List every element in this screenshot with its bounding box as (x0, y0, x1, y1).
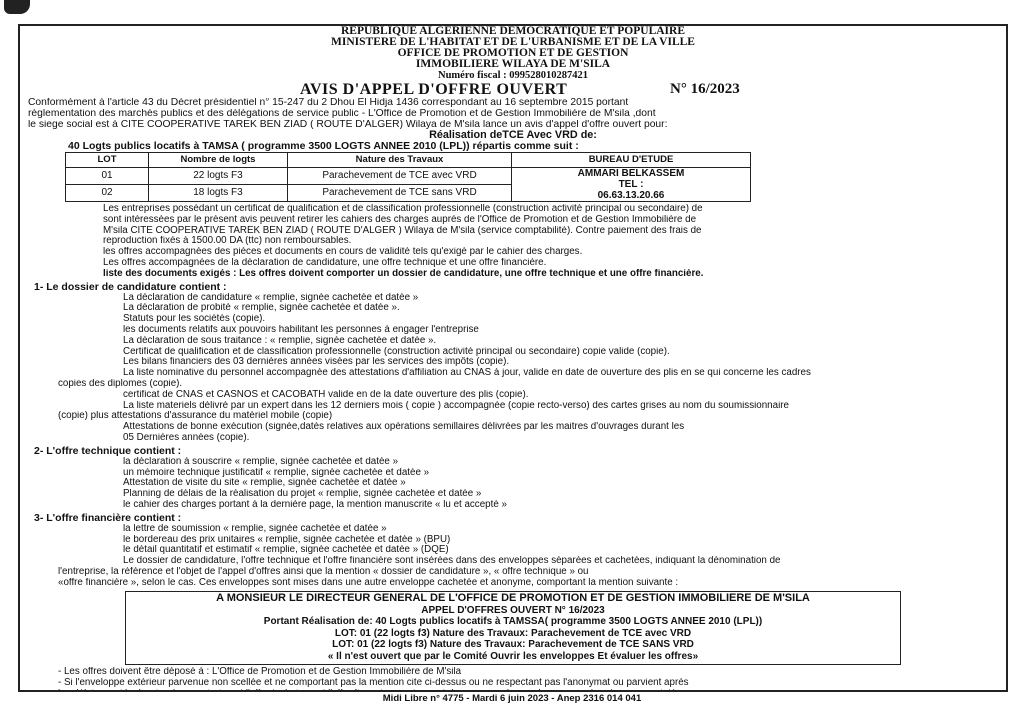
address-lot-2: LOT: 01 (22 logts f3) Nature des Travaux: Parachevement de TCE SANS VRD (332, 639, 694, 651)
list-item: 05 Dernières années (copie). (123, 432, 250, 443)
list-item: La liste materiels délivré par un expert dans les 12 derniers mois ( copie ) accompagnée (copie recto-verso) des cartes grises au nom du soumissionnaire (123, 400, 789, 411)
bureau-tel-label: TEL : (618, 178, 644, 190)
section-title-candidature: 1- Le dossier de candidature contient : (34, 280, 227, 293)
lots-table (65, 152, 751, 202)
candidature-items (20, 293, 1006, 444)
list-item: «offre financière », selon le cas. Ces enveloppes sont mises dans une autre enveloppe cachetée et anonyme, comportant la mention suivante : (58, 577, 679, 588)
list-item: copies des diplomes (copie). (58, 378, 183, 389)
col-bureau: BUREAU D'ETUDE (512, 152, 751, 167)
condition-line: M'sila CITÉ COOPÉRATIVE TAREK BEN ZIAD ( ROUTE D'ALGER ) Wilaya de M'sila (service comptabilité). Contre paiement des frais de (103, 225, 702, 236)
list-item: Attestations de bonne exécution (signée,datés relatives aux opérations semillaires délivrées par les maitres d'ouvrages durant les (123, 422, 685, 433)
technique-items (20, 457, 1006, 511)
list-item: Certificat de qualification et de classification professionnelle (construction activité principal ou secondaire) copie valide (copie). (123, 346, 670, 357)
list-item: certificat de CNAS et CASNOS et CACOBATH valide en de la date ouverture des plis (copie). (123, 389, 529, 400)
list-item: Le dossier de candidature, l'offre technique et l'offre financière sont insérées dans des enveloppes séparées et cachetées, indiquant la dénomination de (123, 556, 781, 567)
header-fiscal-number: Numéro fiscal : 099528010287421 (438, 70, 588, 81)
list-item: les documents relatifs aux pouvoirs habilitant les personnes à engager l'entreprise (123, 324, 479, 335)
col-lot: LOT (66, 152, 149, 167)
financiere-items (20, 524, 1006, 589)
list-item: le bordereau des prix unitaires « remplie, signée cachetée et datée » (BPU) (123, 534, 451, 545)
lot-number: 02 (66, 184, 149, 201)
list-item: Statuts pour les sociétés (copie). (123, 314, 266, 325)
page-corner-mark (4, 0, 30, 14)
header-office: OFFICE DE PROMOTION ET DE GESTION (397, 47, 629, 59)
intro-line: réglementation des marchés publics et des délégations de service public - L'Office de Promotion et de Gestion Immobilière de M'sila ,dont (28, 108, 656, 119)
address-lot-1: LOT: 01 (22 logts f3) Nature des Travaux: Parachevement de TCE avec VRD (334, 627, 692, 639)
lot-number: 01 (66, 167, 149, 184)
envelope-address-box (125, 591, 901, 665)
closing-line: - Les offres doivent être déposé à : L'Office de Promotion et de Gestion Immobilière de M'sila (58, 667, 462, 678)
list-item: la déclaration à souscrire « remplie, signée cachetée et datée » (123, 456, 399, 467)
condition-line: Les entreprises possédant un certificat de qualification et de classification professionnelle (construction activité principal ou secondaire) de (103, 203, 703, 214)
lots-table-header (66, 152, 751, 167)
lot-nature: Parachevement de TCE sans VRD (288, 184, 512, 201)
bureau-tel: 06.63.13.20.66 (597, 189, 665, 201)
condition-line: les offres accompagnées des pièces et documents en cours de validité tels qu'exigé par le cahier des charges. (103, 247, 583, 258)
intro-line: Conformément à l'article 43 du Décret présidentiel n° 15-247 du 2 Dhou El Hidja 1436 correspondant au 16 septembre 2015 portant (28, 98, 629, 108)
realisation-title: Réalisation deTCE Avec VRD de: (429, 130, 597, 142)
condition-line: reproduction fixés à 1500.00 DA (ttc) non remboursables. (103, 236, 352, 247)
header-ministry: MINISTERE DE L'HABITAT ET DE L'URBANISME ET DE LA VILLE (331, 36, 695, 48)
list-item: Les bilans financiers des 03 dernières années visées par les services des impôts (copie). (123, 357, 510, 368)
col-logts: Nombre de logts (149, 152, 288, 167)
list-item: Attestation de visite du site « remplie, signée cachetée et datée » (123, 478, 406, 489)
col-nature: Nature des Travaux (288, 152, 512, 167)
lot-nature: Parachevement de TCE avec VRD (288, 167, 512, 184)
list-item: un mémoire technique justificatif « remplie, signée cachetée et datée » (123, 467, 430, 478)
publication-footer: Midi Libre n° 4775 - Mardi 6 juin 2023 - Anep 2316 014 041 (382, 693, 642, 704)
list-item: le cahier des charges portant à la dernière page, la mention manuscrite « lu et accepté » (123, 499, 507, 510)
header-republic: RÉPUBLIQUE ALGERIENNE DÉMOCRATIQUE ET POPULAIRE (341, 25, 685, 37)
notice-frame (18, 24, 1008, 692)
realisation-block (20, 130, 1006, 152)
section-title-offre-technique: 2- L'offre technique contient : (34, 444, 182, 457)
list-item: La déclaration de probité « remplie, signée cachetée et datée ». (123, 303, 400, 314)
list-item: la lettre de soumission « remplie, signée cachetée et datée » (123, 523, 387, 534)
section-title-offre-financiere: 3- L'offre financière contient : (34, 511, 182, 524)
list-item: La liste nominative du personnel accompagnée des attestations d'affiliation au CNAS à jour, valide en date de ouverture des plis en se qui concerne les cadres (123, 368, 811, 379)
condition-line: Les offres accompagnées de la déclaration de candidature, une offre technique et une offre financière. (103, 257, 547, 268)
list-item: La déclaration de candidature « remplie, signée cachetée et datée » (123, 292, 419, 303)
closing-block (20, 667, 1006, 692)
intro-block (20, 98, 1006, 130)
bureau-name: AMMARI BELKASSEM (577, 167, 685, 179)
notice-content (20, 26, 1006, 692)
address-recipient: A MONSIEUR LE DIRECTEUR GENERAL DE L'OFFICE DE PROMOTION ET DE GESTION IMMOBILIERE DE M'SILA (216, 592, 810, 605)
list-item: La déclaration de sous traitance : « remplie, signée cachetée et datée ». (123, 335, 437, 346)
list-item: le détail quantitatif et estimatif « remplie, signée cachetée et datée » (DQE) (123, 545, 449, 556)
title-row (20, 81, 1006, 98)
address-mention: « Il n'est ouvert que par le Comité Ouvrir les enveloppes Et évaluer les offres» (327, 650, 699, 662)
address-appel: APPEL D'OFFRES OUVERT N° 16/2023 (421, 604, 605, 616)
header-block (20, 26, 1006, 81)
lot-logts: 18 logts F3 (149, 184, 288, 201)
closing-line: - Si l'enveloppe extérieur parvenue non scellée et ne comportant pas la mention cite ci-dessus ou ne respectant pas l'anonymat ou parvient après (58, 678, 689, 689)
list-item: (copie) plus attestations d'assurance du matériel mobile (copie) (58, 411, 333, 422)
realisation-subtitle: 40 Logts publics locatifs à TAMSA ( programme 3500 LOGTS ANNEE 2010 (LPL)) répartis comme suit : (68, 141, 579, 152)
condition-line: sont intéressées par le présent avis peuvent retirer les cahiers des charges auprès de l'Office de Promotion et de Gestion Immobilière de (103, 214, 697, 225)
lot-logts: 22 logts F3 (149, 167, 288, 184)
bureau-etude-cell (512, 167, 751, 201)
table-row (66, 167, 751, 184)
notice-number: N° 16/2023 (670, 81, 740, 97)
header-wilaya: IMMOBILIERE WILAYA DE M'SILA (415, 58, 611, 70)
address-realisation: Portant Réalisation de: 40 Logts publics locatifs à TAMSSA( programme 3500 LOGTS ANNEE 2010 (LPL)) (263, 616, 763, 628)
conditions-block (20, 204, 1006, 280)
notice-title: AVIS D'APPEL D'OFFRE OUVERT (300, 81, 568, 98)
documents-list-title: liste des documents exigés : Les offres doivent comporter un dossier de candidature, une offre technique et une offre financière. (103, 268, 704, 279)
list-item: Planning de délais de la réalisation du projet « remplie, signée cachetée et datée » (123, 489, 482, 500)
intro-line: le siege social est à CITÉ COOPÉRATIVE TAREK BEN ZIAD ( ROUTE D'ALGER) Wilaya de M'sila lance un avis d'appel d'offre ouvert pour: (28, 119, 668, 130)
list-item: l'entreprise, la référence et l'objet de l'appel d'offres ainsi que la mention « dossier de candidature », « offre technique » ou (58, 566, 589, 577)
